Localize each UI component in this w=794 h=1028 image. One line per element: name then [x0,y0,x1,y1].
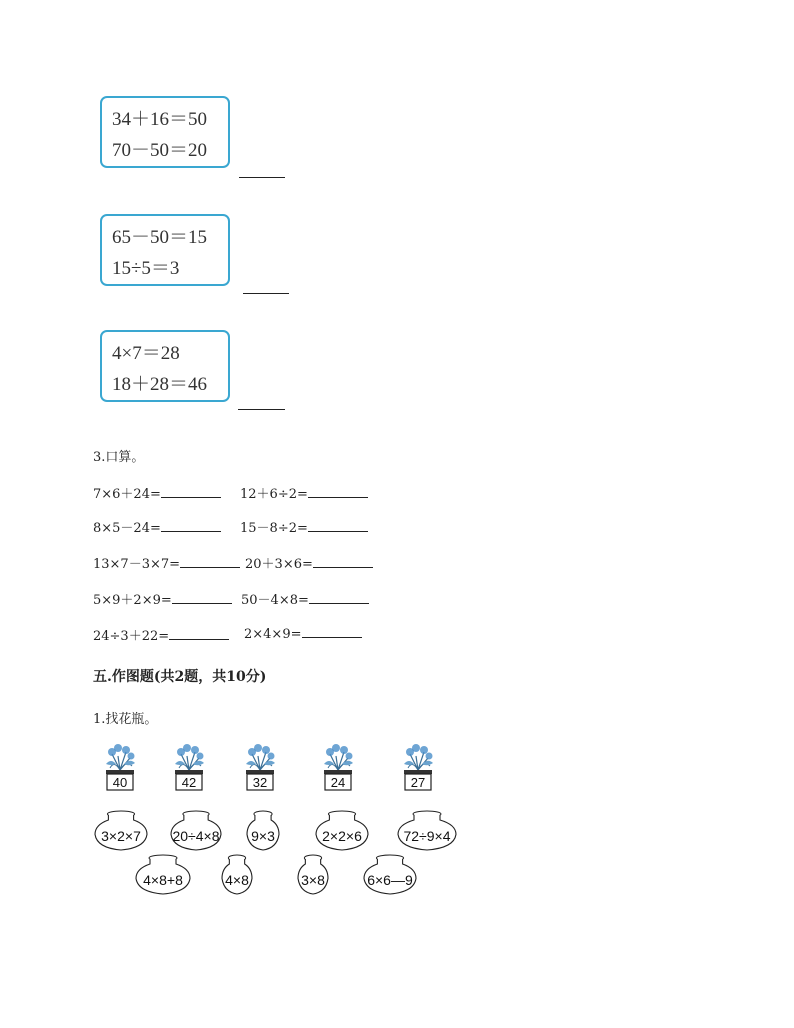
calc-expression: 50－4×8= [241,593,309,608]
calc-expression: 13×7－3×7= [93,557,181,572]
equation-line: 34＋16＝50 [112,109,208,130]
vase-expression: 9×3 [251,827,275,844]
flower-pot[interactable] [102,742,138,792]
answer-blank[interactable] [243,293,289,294]
vase-expression: 4×8+8 [143,871,183,888]
vase[interactable] [296,854,330,896]
vase-expression: 72÷9×4 [403,827,451,844]
calc-expression: 5×9＋2×9= [93,593,172,608]
answer-blank[interactable] [309,591,369,604]
calc-item [93,589,232,608]
section-3-title: 3.口算。 [93,450,145,465]
flower-number: 42 [181,775,197,790]
equation-line: 70－50＝20 [112,140,208,161]
vase-expression: 3×2×7 [101,827,141,844]
vase-expression: 2×2×6 [322,827,362,844]
vase[interactable] [93,810,149,852]
answer-blank[interactable] [308,519,368,532]
calc-item [244,625,362,642]
equation-line: 65－50＝15 [112,227,208,248]
equation-box-1 [100,96,230,168]
vase-expression: 20÷4×8 [172,827,220,844]
flower-pot[interactable] [242,742,278,792]
flower-number: 24 [330,775,346,790]
calc-expression: 7×6＋24= [93,487,161,502]
equation-box-3 [100,330,230,402]
answer-blank[interactable] [239,177,285,178]
vase[interactable] [169,810,223,852]
calc-expression: 24÷3＋22= [93,629,170,644]
answer-blank[interactable] [169,627,229,640]
vase-expression: 3×8 [301,871,325,888]
vase[interactable] [134,854,192,896]
answer-blank[interactable] [313,555,373,568]
calc-expression: 8×5－24= [93,521,161,536]
vase[interactable] [396,810,458,852]
answer-blank[interactable] [308,485,368,498]
calc-item [93,553,240,572]
equation-box-2 [100,214,230,286]
answer-blank[interactable] [180,555,240,568]
calc-item [240,517,368,536]
answer-blank[interactable] [161,485,221,498]
vase[interactable] [362,854,418,896]
vase-expression: 4×8 [225,871,249,888]
flower-pot[interactable] [400,742,436,792]
calc-item [245,553,373,572]
answer-blank[interactable] [161,519,221,532]
answer-blank[interactable] [238,409,285,410]
calc-expression: 15－8÷2= [240,521,308,536]
answer-blank[interactable] [302,625,362,638]
vase-expression: 6×6—9 [367,871,413,888]
calc-expression: 2×4×9= [244,627,302,642]
flower-number: 40 [112,775,128,790]
flower-pot[interactable] [171,742,207,792]
calc-item [93,625,229,644]
vase[interactable] [314,810,370,852]
flower-number: 32 [252,775,268,790]
calc-item [93,483,221,502]
equation-line: 15÷5＝3 [112,258,180,279]
question-1-title: 1.找花瓶。 [93,712,158,727]
calc-expression: 20＋3×6= [245,557,313,572]
flower-pot[interactable] [320,742,356,792]
calc-item [93,517,221,536]
calc-expression: 12＋6÷2= [240,487,308,502]
equation-line: 4×7＝28 [112,343,180,364]
answer-blank[interactable] [172,591,232,604]
calc-item [241,589,369,608]
calc-item [240,483,368,502]
section-5-heading: 五.作图题(共2题，共10分) [93,669,267,685]
vase[interactable] [220,854,254,896]
equation-line: 18＋28＝46 [112,374,208,395]
vase[interactable] [245,810,281,852]
flower-number: 27 [410,775,426,790]
